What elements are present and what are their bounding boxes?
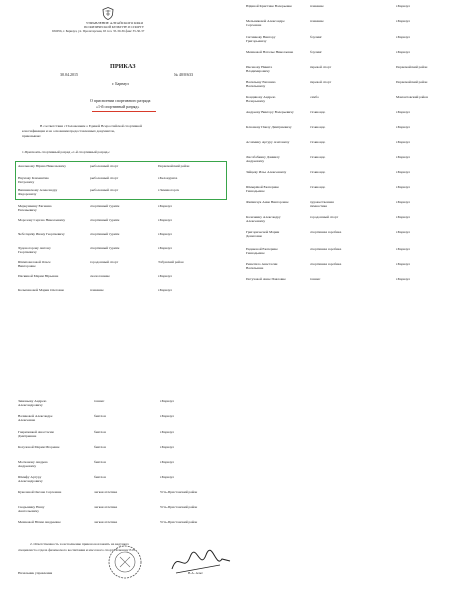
signatory-name: В.А. Альт	[188, 571, 203, 575]
order-date: 30.04.2015	[60, 72, 78, 77]
order-subject-2: «1-й спортивный разряд»	[96, 104, 140, 109]
coat-of-arms-icon	[102, 7, 114, 20]
preamble-3: приказываю:	[22, 134, 42, 138]
order-city: г. Барнаул	[112, 81, 129, 86]
org-line-1: УПРАВЛЕНИЕ АЛТАЙСКОГО КРАЯ	[86, 21, 143, 25]
order-title: ПРИКАЗ	[110, 63, 136, 70]
preamble-2: классификации и на основании предоставленных документов,	[22, 129, 115, 133]
item-2-line-2: специалиста отдела физического воспитания и массового спорта Клюшну Е.В.	[18, 548, 136, 552]
red-underline	[92, 111, 156, 112]
item-1: 1.Присвоить спортивный разряд «1-й спортивный разряд»:	[22, 150, 111, 154]
org-address: 656056, г. Барнаул, ул. Пролетарская, 65 тел. 35-30-36 факс 35-30-37	[52, 29, 145, 33]
item-2-line-1: 2. Ответственность за исполнение приказа возложить на ведущего	[30, 542, 130, 546]
position-title: Начальник управления	[18, 571, 53, 575]
preamble-1: В соответствии с Положением о Единой Всероссийской спортивной	[40, 124, 142, 128]
stamp-seal-icon	[107, 544, 143, 580]
order-subject-1: О присвоении спортивного разряда	[90, 98, 151, 103]
org-line-2: ПО ФИЗИЧЕСКОЙ КУЛЬТУРЕ И СПОРТУ	[84, 25, 144, 29]
order-number: № 40/0/633	[174, 72, 194, 77]
